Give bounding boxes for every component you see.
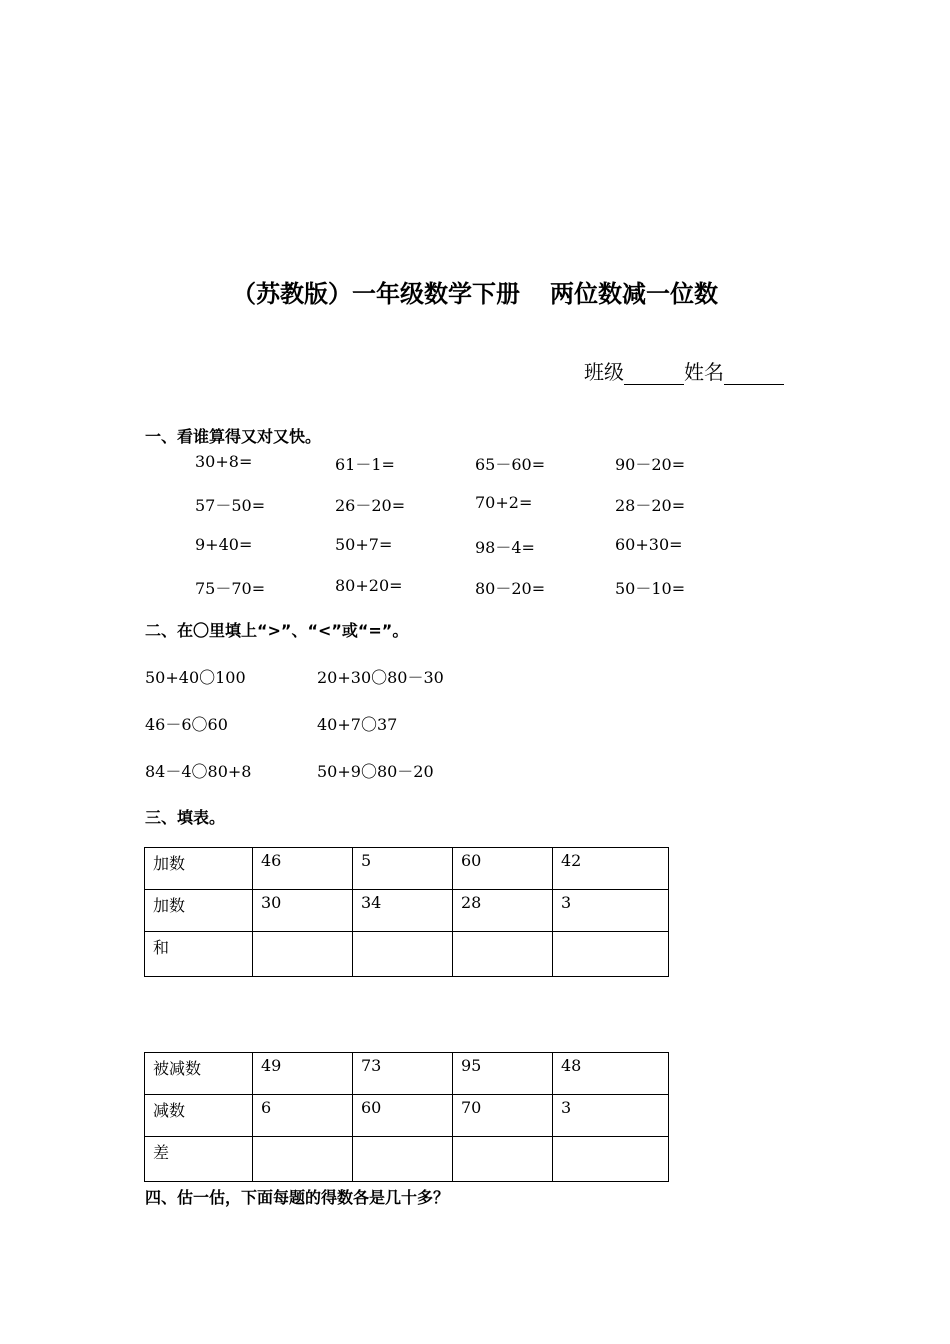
table-row xyxy=(145,932,669,977)
table-cell: 95 xyxy=(453,1053,553,1095)
table-cell: 28 xyxy=(453,890,553,932)
page-title xyxy=(0,274,950,309)
problem-2-3: 70+2= xyxy=(475,493,533,512)
compare-1-1: 50+40〇100 xyxy=(145,668,246,687)
answer-cell[interactable] xyxy=(553,1137,669,1182)
problem-4-1: 75－70= xyxy=(195,579,266,598)
table-cell: 30 xyxy=(253,890,353,932)
compare-3-2: 50+9〇80－20 xyxy=(317,762,434,781)
problem-3-2: 50+7= xyxy=(335,535,393,554)
table-cell: 6 xyxy=(253,1095,353,1137)
student-info xyxy=(584,356,784,385)
answer-cell[interactable] xyxy=(553,932,669,977)
section3-heading: 三、填表。 xyxy=(145,808,226,827)
table-row xyxy=(145,1137,669,1182)
problem-1-1: 30+8= xyxy=(195,452,253,471)
problem-4-3: 80－20= xyxy=(475,579,546,598)
problem-3-3: 98－4= xyxy=(475,538,535,557)
table-cell: 48 xyxy=(553,1053,669,1095)
table-row xyxy=(145,1095,669,1137)
name-label: 姓名 xyxy=(684,360,724,384)
table-cell: 70 xyxy=(453,1095,553,1137)
table-row xyxy=(145,848,669,890)
table-cell: 3 xyxy=(553,890,669,932)
title-part-2: 两位数减一位数 xyxy=(550,280,718,308)
table-cell: 5 xyxy=(353,848,453,890)
answer-cell[interactable] xyxy=(353,1137,453,1182)
table-cell: 差 xyxy=(145,1137,253,1182)
problem-3-1: 9+40= xyxy=(195,535,253,554)
section2-heading: 二、在〇里填上“>”、“<”或“=”。 xyxy=(145,621,409,640)
compare-1-2: 20+30〇80－30 xyxy=(317,668,444,687)
problem-4-4: 50－10= xyxy=(615,579,686,598)
table-cell: 73 xyxy=(353,1053,453,1095)
table-cell: 加数 xyxy=(145,848,253,890)
answer-cell[interactable] xyxy=(353,932,453,977)
section1-heading: 一、看谁算得又对又快。 xyxy=(145,427,322,446)
table-cell: 60 xyxy=(353,1095,453,1137)
problem-1-4: 90－20= xyxy=(615,455,686,474)
table-cell: 加数 xyxy=(145,890,253,932)
answer-cell[interactable] xyxy=(253,932,353,977)
class-blank[interactable] xyxy=(624,364,684,385)
problem-1-2: 61－1= xyxy=(335,455,395,474)
problem-2-4: 28－20= xyxy=(615,496,686,515)
subtraction-table xyxy=(144,1052,669,1182)
table-cell: 34 xyxy=(353,890,453,932)
compare-3-1: 84－4〇80+8 xyxy=(145,762,252,781)
problem-2-2: 26－20= xyxy=(335,496,406,515)
title-part-1: （苏教版）一年级数学下册 xyxy=(232,280,520,308)
answer-cell[interactable] xyxy=(253,1137,353,1182)
table-cell: 被减数 xyxy=(145,1053,253,1095)
table-cell: 42 xyxy=(553,848,669,890)
addition-table xyxy=(144,847,669,977)
problem-2-1: 57－50= xyxy=(195,496,266,515)
table-row xyxy=(145,1053,669,1095)
table-cell: 60 xyxy=(453,848,553,890)
table-cell: 46 xyxy=(253,848,353,890)
answer-cell[interactable] xyxy=(453,1137,553,1182)
problem-3-4: 60+30= xyxy=(615,535,683,554)
class-label: 班级 xyxy=(584,360,624,384)
table-cell: 3 xyxy=(553,1095,669,1137)
section4-heading: 四、估一估，下面每题的得数各是几十多？ xyxy=(145,1188,450,1207)
problem-1-3: 65－60= xyxy=(475,455,546,474)
problem-4-2: 80+20= xyxy=(335,576,403,595)
table-cell: 49 xyxy=(253,1053,353,1095)
table-row xyxy=(145,890,669,932)
answer-cell[interactable] xyxy=(453,932,553,977)
name-blank[interactable] xyxy=(724,364,784,385)
compare-2-1: 46－6〇60 xyxy=(145,715,228,734)
table-cell: 减数 xyxy=(145,1095,253,1137)
table-cell: 和 xyxy=(145,932,253,977)
compare-2-2: 40+7〇37 xyxy=(317,715,398,734)
